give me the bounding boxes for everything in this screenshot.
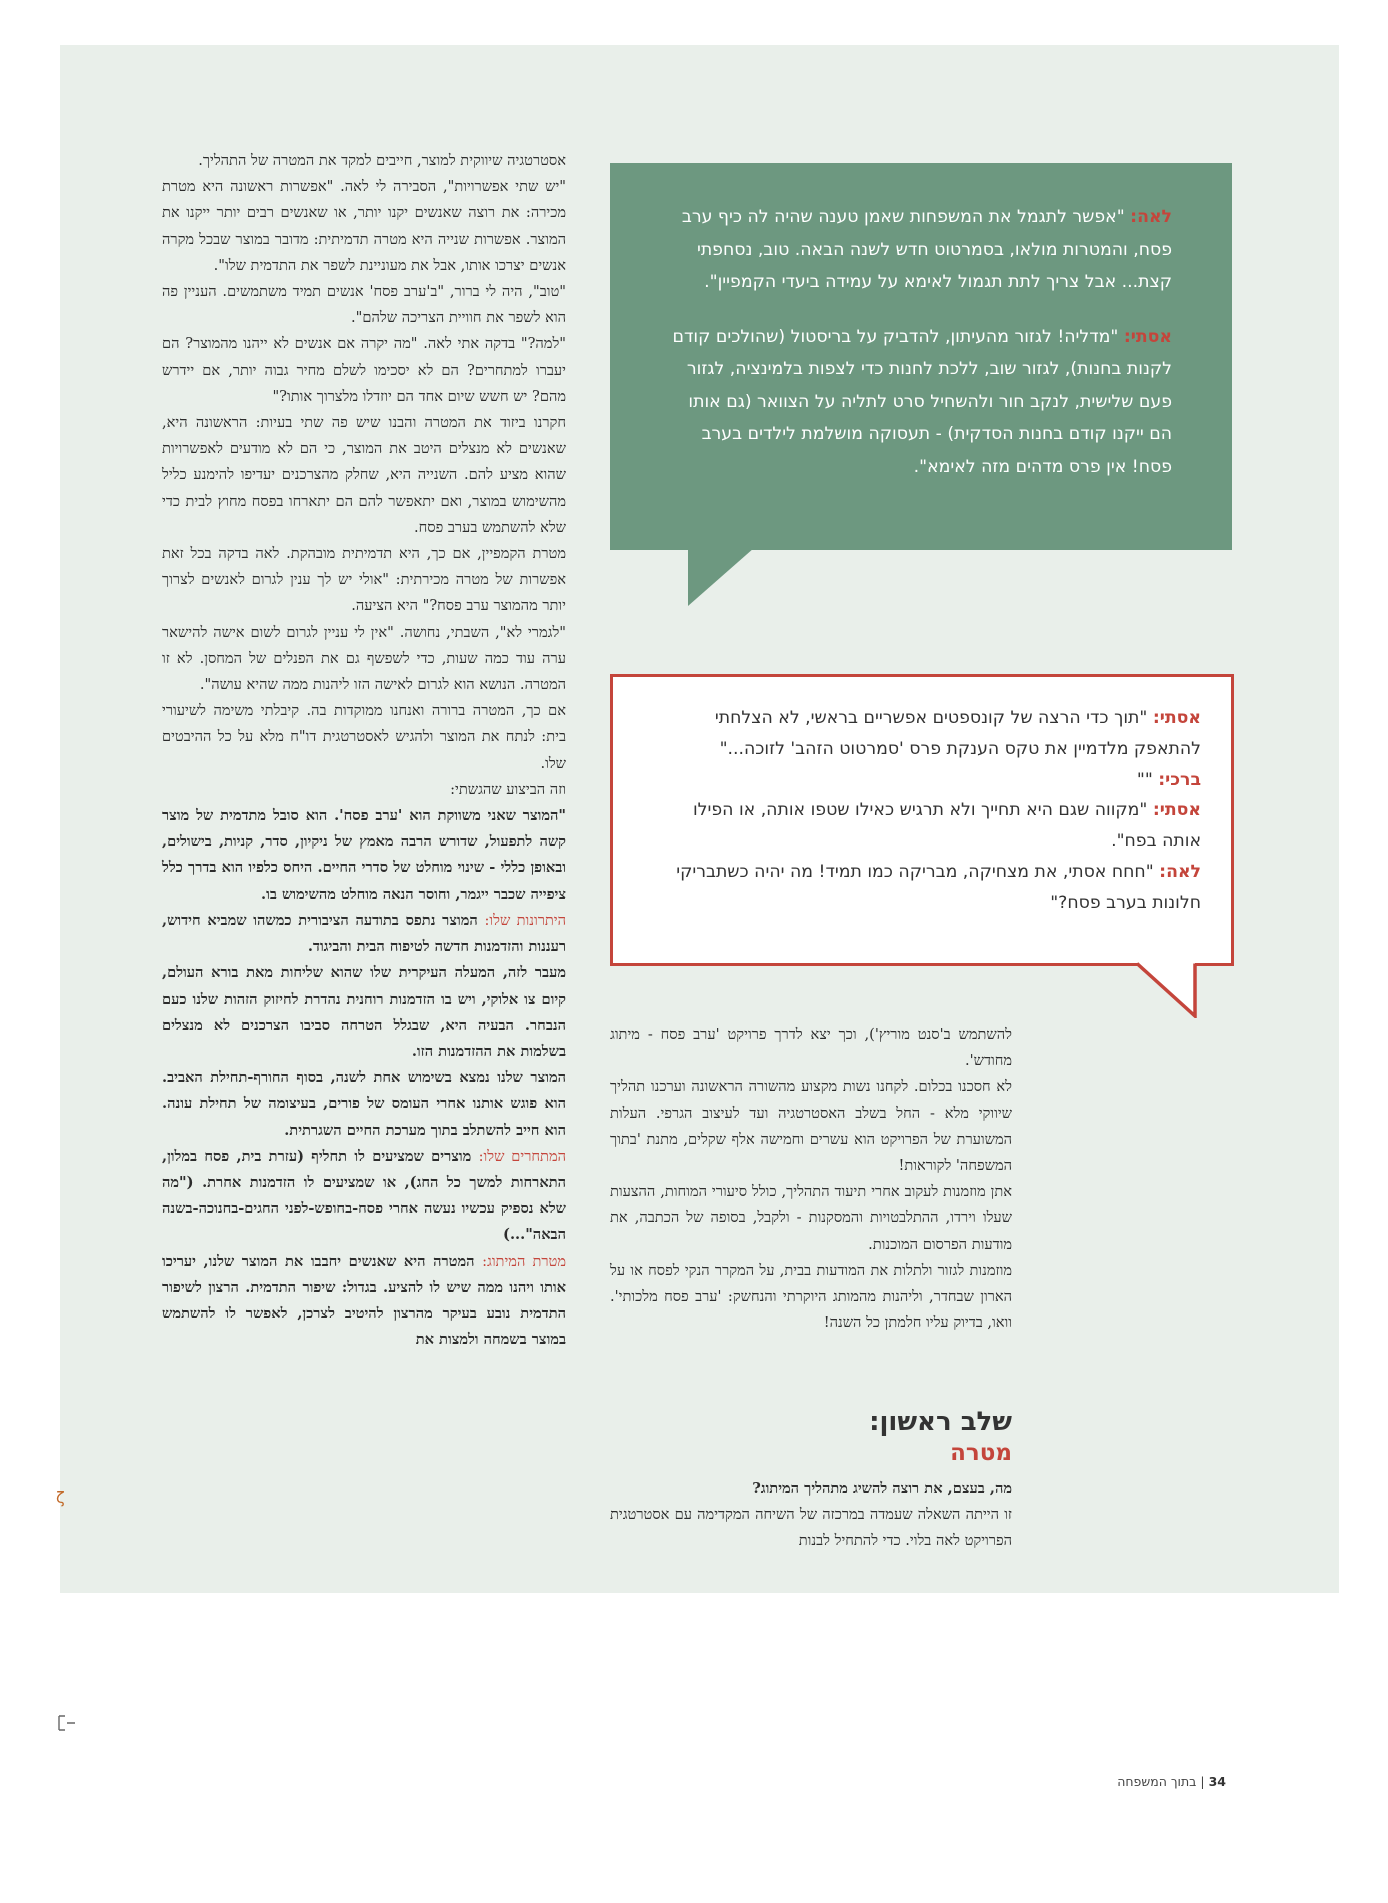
quote-text: "מקווה שגם היא תחייך ולא תרגיש כאילו שטפו אותה, או הפילו אותה בפח". bbox=[692, 800, 1201, 852]
speaker-label: אסתי: bbox=[1123, 326, 1172, 347]
quote-line bbox=[653, 703, 1201, 765]
quote-line bbox=[653, 795, 1201, 857]
quote-line bbox=[653, 765, 1201, 796]
report-paragraph: "המוצר שאני משווקת הוא 'ערב פסח'. הוא סובל מתדמית של מוצר קשה לתפעול, שדורש הרבה מאמץ של ניקיון, סדר, קניות, בישולים, ובאופן כללי - שינוי מוחלט של סדרי החיים. היחס כלפיו הוא בדרך כלל ציפייה שכבר ייגמר, וחוסר הנאה מוחלט מהשימוש בו. bbox=[162, 807, 566, 903]
paragraph: אתן מוזמנות לעקוב אחרי תיעוד התהליך, כולל סיעורי המוחות, ההצעות שעלו וירדו, ההתלבטויות והמסקנות - ולקבל, בסופה של הכתבה, את מודעות הפרסום המוכנות. bbox=[610, 1183, 1012, 1253]
green-speech-tail-icon bbox=[688, 548, 754, 606]
red-speech-tail-icon bbox=[1135, 962, 1197, 1018]
margin-ornament-icon: ζ bbox=[56, 1488, 65, 1507]
report-paragraph bbox=[162, 1249, 566, 1354]
report-label: מטרת המיתוג: bbox=[482, 1252, 566, 1270]
paragraph: "לגמרי לא", השבתי, נחושה. "אין לי עניין לגרום לשום אישה להישאר ערה עוד כמה שעות, כדי לשפשף גם את הפנלים של המחסן. לא זו המטרה. הנושא הוא לגרום לאישה הזו ליהנות ממה שהיא עושה". bbox=[162, 623, 566, 694]
quote-line bbox=[670, 321, 1172, 484]
quote-text: "" bbox=[1136, 769, 1159, 790]
paragraph: זו הייתה השאלה שעמדה במרכזה של השיחה המקדימה עם אסטרטגית הפרויקט לאה בלוי. כדי להתחיל לבנות bbox=[610, 1506, 1012, 1550]
paragraph: "יש שתי אפשרויות", הסבירה לי לאה. "אפשרות ראשונה היא מטרת מכירה: את רוצה שאנשים יקנו יותר, או שאנשים רבים יותר ייקנו את המוצר. אפשרות שנייה היא מטרה תדמיתית: מדובר במוצר שבכל מקרה אנשים יצרכו אותו, אבל את מעוניינת לשפר את התדמית שלו". bbox=[162, 178, 566, 274]
speaker-label: לאה: bbox=[1159, 861, 1201, 882]
section-question: מה, בעצם, את רוצה להשיג מתהליך המיתוג? bbox=[752, 1480, 1012, 1497]
report-text: המטרה היא שאנשים יחבבו את המוצר שלנו, יעריכו אותו ויהנו ממה שיש לו להציע. בגדול: שיפור התדמית. הרצון לשיפור התדמית נובע בעיקר מהרצון להיטיב לצרכן, לאפשר לו להשתמש במוצר בשמחה ולמצות את bbox=[162, 1252, 566, 1349]
paragraph: חקרנו ביזוד את המטרה והבנו שיש פה שתי בעיות: הראשונה היא, שאנשים לא מנצלים היטב את המוצר, כי הם לא מודעים לאפשרויות שהוא מציע להם. השנייה היא, שחלק מהצרכנים יעדיפו להימנע כליל מהשימוש במוצר, ואם יתאפשר להם הם יתארחו בפסח מחוץ לבית כדי שלא להשתמש בערב פסח. bbox=[162, 414, 566, 536]
paragraph: אסטרטגיה שיווקית למוצר, חייבים למקד את המטרה של התהליך. bbox=[198, 152, 566, 169]
speaker-label: לאה: bbox=[1130, 207, 1172, 227]
speaker-label: אסתי: bbox=[1152, 708, 1201, 728]
report-text: המוצר נתפס בתודעה הציבורית כמשהו שמביא חידוש, רעננות והזדמנות חדשה לטיפוח הבית והביגוד. bbox=[162, 911, 566, 956]
speaker-label: ברכי: bbox=[1158, 769, 1201, 790]
quote-line bbox=[653, 857, 1201, 919]
quote-text: "תוך כדי הרצה של קונספטים אפשריים בראשי, לא הצלחתי להתאפק מלדמיין את טקס הענקת פרס 'סמרטוט הזהב' לזוכה..." bbox=[714, 708, 1201, 759]
quote-text: "חחח אסתי, את מצחיקה, מבריקה כמו תמיד! מה יהיה כשתבריקי חלונות בערב פסח?" bbox=[676, 861, 1201, 913]
paragraph: להשתמש ב'סנט מוריץ'), וכך יצא לדרך פרויקט 'ערב פסח - מיתוג מחודש'. bbox=[610, 1026, 1012, 1070]
section-heading bbox=[610, 1406, 1012, 1468]
margin-mark-icon bbox=[57, 1713, 77, 1733]
report-paragraph: מעבר לזה, המעלה העיקרית שלו שהוא שליחות מאת בורא העולם, קיום צו אלוקי, ויש בו הזדמנות רוחנית נהדרת לחיזוק הזהות שלנו כעם הנבחר. הבעיה היא, שבגלל הטרחה סביבו הצרכנים לא מנצלים בשלמות את ההזדמנות הזו. bbox=[162, 964, 566, 1060]
page-number: 34 bbox=[1208, 1774, 1226, 1789]
paragraph: וזה הביצוע שהגשתי: bbox=[450, 780, 566, 798]
section-subtitle: מטרה bbox=[950, 1440, 1012, 1466]
paragraph: מטרת הקמפיין, אם כך, היא תדמיתית מובהקת. לאה בדקה בכל זאת אפשרות של מטרה מכירתית: "אולי יש לך ענין לגרום לאנשים לצרוך יותר מהמוצר ערב פסח?" היא הציעה. bbox=[162, 545, 566, 615]
report-paragraph: המוצר שלנו נמצא בשימוש אחת לשנה, בסוף החורף-תחילת האביב. הוא פוגש אותנו אחרי העומס של פורים, בעיצומה של תחילת עונה. הוא חייב להשתלב בתוך מערכת החיים השגרתית. bbox=[162, 1069, 566, 1139]
magazine-name: בתוך המשפחה bbox=[1117, 1774, 1197, 1789]
page-footer bbox=[1117, 1774, 1226, 1789]
report-label: היתרונות שלו: bbox=[484, 911, 566, 929]
article-column-left bbox=[610, 1022, 1012, 1336]
paragraph: מוזמנות לגזור ולתלות את המודעות בבית, על המקרר הנקי לפסח או על הארון שבחדר, וליהנות מהמותג היוקרתי והנחשק: 'ערב פסח מלכותי'. וואו, בדיוק עליו חלמתן כל השנה! bbox=[610, 1261, 1012, 1332]
quote-line bbox=[670, 201, 1172, 299]
paragraph: לא חסכנו בכלום. לקחנו נשות מקצוע מהשורה הראשונה וערכנו תהליך שיווקי מלא - החל בשלב האסטרטגיה ועד לעיצוב הגרפי. העלות המשוערת של הפרויקט הוא עשרים וחמישה אלף שקלים, מתנת 'בתוך המשפחה' לקוראות! bbox=[610, 1078, 1012, 1175]
quote-text: "מדליה! לגזור מהעיתון, להדביק על בריסטול (שהולכים קודם לקנות בחנות), לגזור שוב, ללכת לחנות כדי לצפות בלמינציה, לגזור פעם שלישית, לנקב חור ולהשחיל סרט לתליה על הצוואר (גם אותו הם ייקנו קודם בחנות הסדקית) - תעסוקה מושלמת לילדים בערב פסח! אין פרס מדהים מזה לאימא". bbox=[672, 326, 1172, 477]
quote-text: "אפשר לתגמל את המשפחות שאמן טענה שהיה לה כיף ערב פסח, והמטרות מולאו, בסמרטוט חדש לשנה הבאה. טוב, נסחפתי קצת... אבל צריך לתת תגמול לאימא על עמידה ביעדי הקמפיין". bbox=[681, 207, 1172, 292]
green-quote-box bbox=[610, 163, 1232, 550]
paragraph: אם כך, המטרה ברורה ואנחנו ממוקדות בה. קיבלתי משימה לשיעורי בית: לנתח את המוצר ולהגיש לאסטרטגית דו"ח מלא על כל ההיבטים שלו. bbox=[162, 702, 566, 772]
speaker-label: אסתי: bbox=[1152, 800, 1201, 821]
section-body bbox=[610, 1476, 1012, 1555]
article-column-right bbox=[162, 148, 566, 1353]
report-paragraph bbox=[162, 908, 566, 960]
paragraph: "למה?" בדקה אתי לאה. "מה יקרה אם אנשים לא ייהנו מהמוצר? הם יעברו למתחרים? הם לא יסכימו לשלם מחיר גבוה יותר, אם יידרש מהם? יש חשש שיום אחד הם יוזדלו מלצרוך אותו?" bbox=[162, 335, 566, 405]
report-text: מוצרים שמציעים לו תחליף (עזרת בית, פסח במלון, התארחות למשך כל החג), או שמציעים לו הזדמנות אחרת. ("מה שלא נספיק עכשיו נעשה אחרי פסח-בחופש-לפני החגים-בחנוכה-בשנה הבאה"...) bbox=[162, 1147, 566, 1244]
section-title: שלב ראשון: bbox=[869, 1407, 1012, 1437]
report-label: המתחרים שלו: bbox=[478, 1147, 566, 1165]
red-outline-quote-box bbox=[610, 674, 1234, 966]
footer-separator: | bbox=[1200, 1774, 1205, 1789]
paragraph: "טוב", היה לי ברור, "ב'ערב פסח' אנשים תמיד משתמשים. העניין פה הוא לשפר את חוויית הצריכה שלהם". bbox=[162, 283, 566, 327]
report-paragraph bbox=[162, 1144, 566, 1249]
